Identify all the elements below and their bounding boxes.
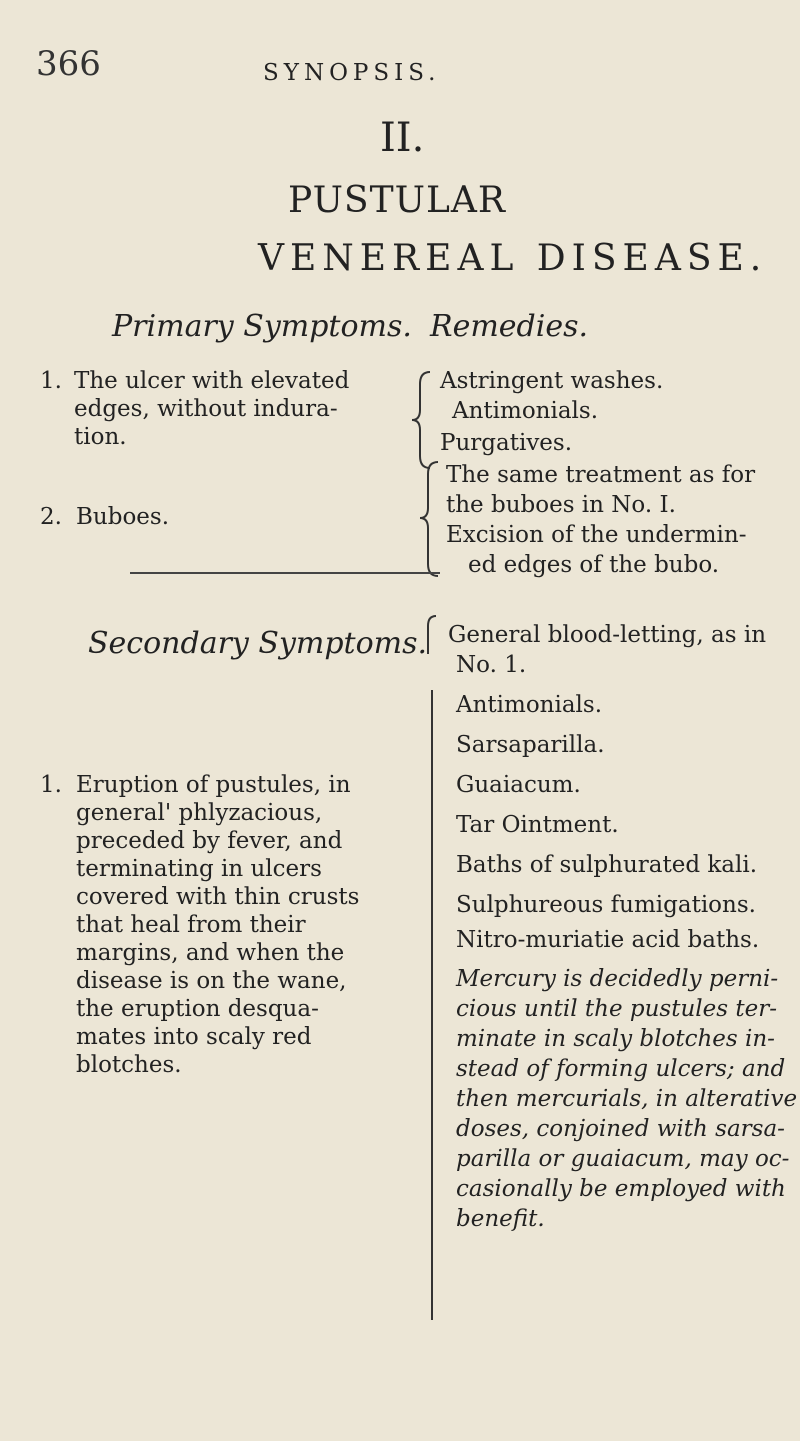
remedy-line: the buboes in No. I. [446,492,676,518]
secondary-item-line: that heal from their [76,912,306,938]
secondary-item-line: covered with thin crusts [76,884,360,910]
note-line: cious until the pustules ter- [456,996,777,1022]
brace-secondary-top [422,614,442,654]
remedy-line: Guaiacum. [456,772,581,798]
primary-symptoms-heading: Primary Symptoms. [112,309,412,344]
note-line: doses, conjoined with sarsa- [456,1116,785,1142]
remedy-line: Sarsaparilla. [456,732,605,758]
secondary-item-line: the eruption desqua- [76,996,319,1022]
primary-item-1-line: The ulcer with elevated [74,368,350,394]
secondary-item-1-number: 1. [40,772,62,798]
secondary-item-line: disease is on the wane, [76,968,347,994]
remedy-line: Antimonials. [452,398,599,424]
secondary-item-line: blotches. [76,1052,182,1078]
remedy-line: Antimonials. [456,692,603,718]
remedies-heading: Remedies. [430,309,589,344]
remedy-line: The same treatment as for [446,462,756,488]
section-number: II. [380,115,425,161]
remedy-line: Purgatives. [440,430,573,456]
primary-item-2-line: Buboes. [76,504,170,530]
remedy-line: ed edges of the bubo. [468,552,720,578]
running-head: SYNOPSIS. [263,60,441,86]
secondary-item-line: margins, and when the [76,940,345,966]
remedy-line: No. 1. [456,652,527,678]
secondary-item-line: general' phlyzacious, [76,800,323,826]
brace-primary-1 [410,370,436,470]
primary-item-1-number: 1. [40,368,62,394]
remedy-line: Baths of sulphurated kali. [456,852,758,878]
note-line: benefit. [456,1206,545,1232]
page-number: 366 [36,44,101,84]
primary-item-1-line: tion. [74,424,127,450]
remedy-line: General blood-letting, as in [448,622,767,648]
note-line: parilla or guaiacum, may oc- [456,1146,790,1172]
remedy-line: Nitro-muriatie acid baths. [456,927,760,953]
title-line-1: PUSTULAR [288,180,506,221]
remedy-line: Astringent washes. [440,368,664,394]
note-line: minate in scaly blotches in- [456,1026,775,1052]
secondary-item-line: preceded by fever, and [76,828,343,854]
remedy-line: Tar Ointment. [456,812,619,838]
secondary-symptoms-heading: Secondary Symptoms. [88,626,428,661]
secondary-item-line: Eruption of pustules, in [76,772,351,798]
title-line-2: VENEREAL DISEASE. [258,238,768,279]
primary-item-2-number: 2. [40,504,62,530]
secondary-item-line: terminating in ulcers [76,856,322,882]
brace-primary-2 [418,460,444,578]
secondary-bracket-bar [431,690,433,1320]
remedy-line: Sulphureous fumigations. [456,892,756,918]
note-line: then mercurials, in alterative [456,1086,798,1112]
section-divider [130,572,440,574]
note-line: stead of forming ulcers; and [456,1056,786,1082]
note-line: casionally be employed with [456,1176,786,1202]
remedy-line: Excision of the undermin- [446,522,747,548]
secondary-item-line: mates into scaly red [76,1024,312,1050]
primary-item-1-line: edges, without indura- [74,396,338,422]
note-line: Mercury is decidedly perni- [456,966,779,992]
